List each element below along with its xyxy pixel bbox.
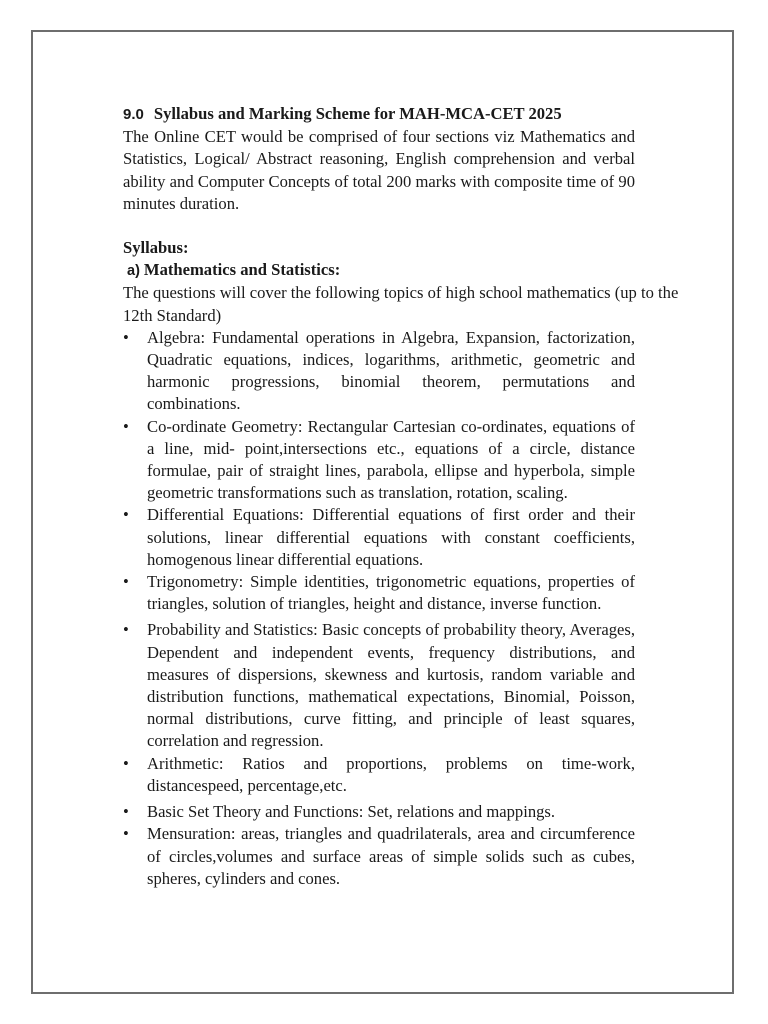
intro-paragraph: The Online CET would be comprised of four sections viz Mathematics and Statistics, Logical/ Abstract reasoning, English comprehension and verbal ability and Computer Concepts of total 200 marks with composite time of 90 minutes duration. [123,127,635,213]
list-item [123,801,635,823]
topic-text: Probability and Statistics: Basic concepts of probability theory, Averages, Dependent and independent events, frequency distributions, and measures of dispersions, skewness and kurtosis, random variable and distribution functions, mathematical expectations, Binomial, Poisson, normal distributions, curve fitting, and principle of least squares, correlation and regression. [147,620,635,751]
bullet-icon: • [123,802,129,822]
topic-text: Basic Set Theory and Functions: Set, relations and mappings. [147,802,556,822]
bullet-icon: • [123,505,129,525]
topic-text: Mensuration: areas, triangles and quadrilaterals, area and circumference of circles,volumes and surface areas of simple solids such as cubes, spheres, cylinders and cones. [147,824,635,888]
list-item [123,504,635,571]
syllabus-label: Syllabus: [123,238,189,258]
topic-text: Trigonometry: Simple identities, trigonometric equations, properties of triangles, solution of triangles, height and distance, inverse function. [147,572,635,614]
topic-list [123,327,635,890]
subsection-title: Mathematics and Statistics: [143,260,341,280]
list-item [123,619,635,752]
subsection-letter: a) [127,263,140,280]
section-title: Syllabus and Marking Scheme for MAH-MCA-CET 2025 [153,104,562,123]
list-item [123,327,635,416]
topic-text: Co-ordinate Geometry: Rectangular Cartesian co-ordinates, equations of a line, mid- point,intersections etc., equations of a circle, distance formulae, pair of straight lines, parabola, ellipse and hyperbola, simple geometric transformations such as translation, rotation, scaling. [147,416,635,503]
list-item [123,571,635,615]
topic-text: Differential Equations: Differential equations of first order and their solutions, linear differential equations with constant coefficients, homogenous linear differential equations. [147,505,635,569]
bullet-icon: • [123,753,129,773]
section-heading [123,103,635,126]
list-item [123,823,635,890]
bullet-icon: • [123,572,129,592]
bullet-icon: • [123,416,129,436]
topic-text: Algebra: Fundamental operations in Algebra, Expansion, factorization, Quadratic equations, indices, logarithms, arithmetic, geometric and harmonic progressions, binomial theorem, permutations and combinations. [147,327,635,414]
lead-paragraph: The questions will cover the following topics of high school mathematics (up to the 12th Standard) [123,283,679,325]
bullet-icon: • [123,824,129,844]
list-item [123,753,635,797]
bullet-icon: • [123,327,129,347]
bullet-icon: • [123,620,129,640]
list-item [123,416,635,505]
section-number: 9.0 [123,106,144,123]
document-body [123,103,679,890]
subsection-heading [127,259,635,282]
topic-text: Arithmetic: Ratios and proportions, problems on time-work, distancespeed, percentage,etc. [147,753,635,795]
